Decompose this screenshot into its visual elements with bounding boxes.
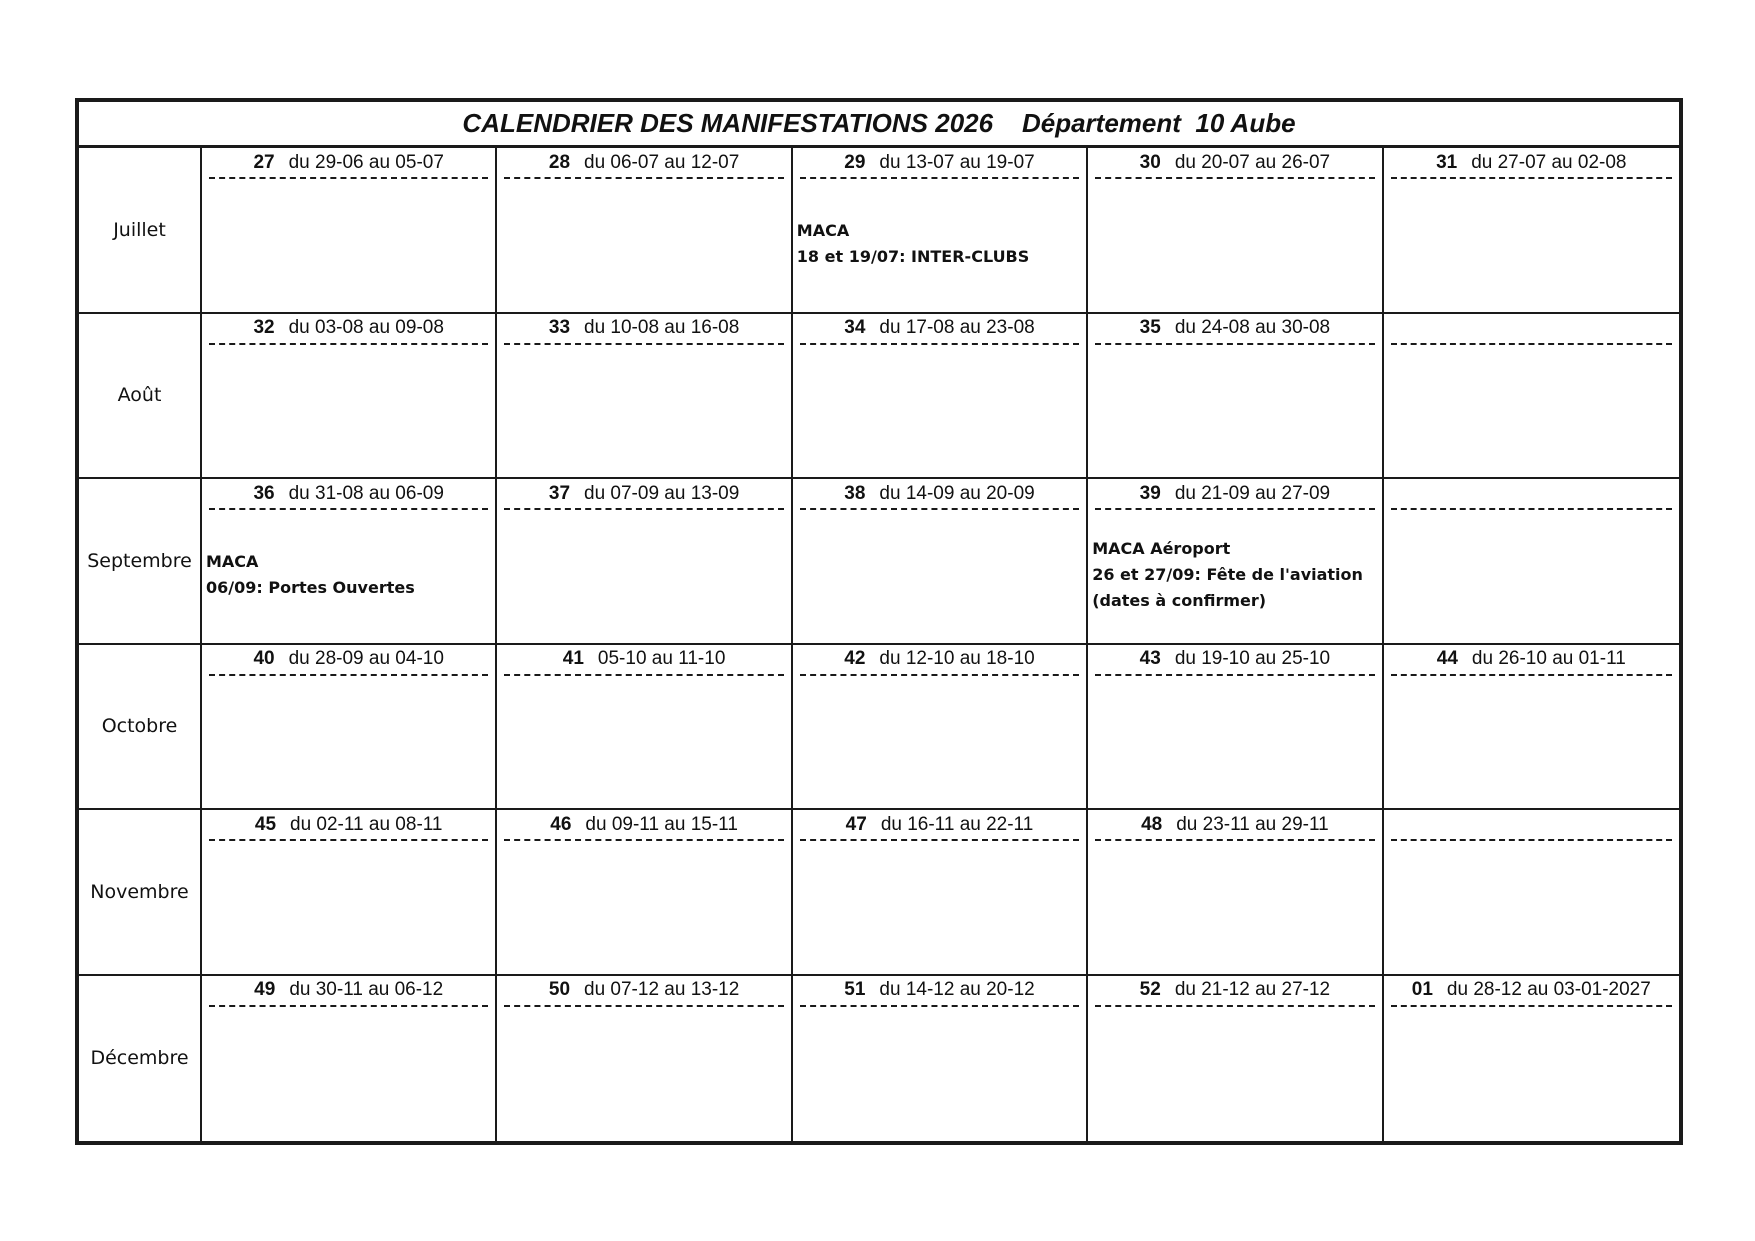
week-cell [202,148,497,314]
calendar-title: CALENDRIER DES MANIFESTATIONS 2026 Département 10 Aube [79,102,1679,148]
week-cell [497,645,792,811]
week-cell [1384,976,1679,1142]
week-cell [1384,479,1679,645]
week-cell [1088,810,1383,976]
week-dates: du 21-09 au 27-09 [1174,482,1331,504]
week-header [1095,976,1374,1007]
month-label: Décembre [79,976,202,1142]
week-cell [1384,810,1679,976]
month-label: Août [79,314,202,480]
week-number: 38 [844,482,866,504]
week-number: 34 [844,317,866,338]
event-note [1092,508,1377,643]
week-cell [497,148,792,314]
week-dates: du 31-08 au 06-09 [288,482,444,504]
week-cell [793,810,1088,976]
week-dates: du 17-08 au 23-08 [879,317,1035,338]
week-dates: du 16-11 au 22-11 [880,813,1034,835]
week-number: 31 [1436,151,1458,173]
week-dates: du 30-11 au 06-12 [289,979,444,1000]
week-dates: du 06-07 au 12-07 [584,151,740,173]
week-cell [1088,314,1383,480]
week-cell [1384,148,1679,314]
week-cell [497,976,792,1142]
week-cell [202,314,497,480]
month-label: Juillet [79,148,202,314]
week-number: 45 [254,813,277,835]
week-cell [1088,148,1383,314]
week-cell [793,148,1088,314]
week-number: 29 [844,151,866,173]
week-number: 28 [548,151,571,173]
week-number: 43 [1139,648,1161,669]
week-header [800,645,1079,676]
week-dates: du 27-07 au 02-08 [1471,151,1627,173]
event-line: (dates à confirmer) [1092,591,1267,611]
week-cell [497,314,792,480]
week-header [800,314,1079,345]
week-header [1095,479,1374,510]
week-header [1391,976,1672,1007]
week-header [1391,479,1672,510]
week-header [209,645,488,676]
week-number: 48 [1141,813,1163,835]
week-number: 49 [254,979,276,1000]
event-line: 26 et 27/09: Fête de l'aviation [1092,565,1363,585]
week-number: 40 [253,648,275,669]
event-note [206,508,491,643]
event-note [797,177,1082,312]
week-number: 50 [548,979,571,1000]
week-number: 33 [548,317,571,338]
week-header [209,810,488,841]
event-line: MACA Aéroport [1092,539,1231,559]
week-dates: du 13-07 au 19-07 [879,151,1035,173]
week-number: 46 [550,813,572,835]
week-header [504,148,783,179]
week-cell [793,479,1088,645]
week-header [1095,314,1374,345]
week-header [209,976,488,1007]
week-number: 30 [1139,151,1161,173]
week-dates: du 09-11 au 15-11 [585,813,738,835]
week-dates: du 28-09 au 04-10 [288,648,444,669]
week-cell [1384,645,1679,811]
week-header [504,479,783,510]
week-header [800,810,1079,841]
week-header [800,976,1079,1007]
week-number: 32 [253,317,275,338]
week-header [209,148,488,179]
week-number: 47 [845,813,867,835]
week-dates: du 10-08 au 16-08 [584,317,740,338]
week-cell [1088,976,1383,1142]
week-cell [1088,479,1383,645]
week-header [1391,810,1672,841]
week-number: 36 [253,482,275,504]
week-dates: du 26-10 au 01-11 [1471,648,1626,669]
week-dates: 05-10 au 11-10 [597,648,726,669]
calendar-table [75,98,1683,1145]
month-label: Septembre [79,479,202,645]
week-header [1391,148,1672,179]
week-dates: du 24-08 au 30-08 [1174,317,1331,338]
week-dates: du 21-12 au 27-12 [1174,979,1331,1000]
month-label: Novembre [79,810,202,976]
week-number: 37 [548,482,571,504]
week-number: 51 [844,979,866,1000]
week-dates: du 14-09 au 20-09 [879,482,1035,504]
week-header [504,645,783,676]
week-header [209,479,488,510]
week-header [504,976,783,1007]
month-label: Octobre [79,645,202,811]
week-cell [202,810,497,976]
week-number: 01 [1411,979,1433,1000]
week-number: 27 [253,151,275,173]
week-header [504,810,783,841]
week-header [800,479,1079,510]
week-header [1095,645,1374,676]
week-cell [202,479,497,645]
week-header [209,314,488,345]
week-header [504,314,783,345]
week-dates: du 29-06 au 05-07 [288,151,444,173]
week-cell [793,976,1088,1142]
week-header [1391,314,1672,345]
event-line: MACA [796,221,850,241]
week-cell [1384,314,1679,480]
week-number: 35 [1139,317,1161,338]
week-number: 41 [562,648,584,669]
week-header [1095,148,1374,179]
week-number: 42 [844,648,866,669]
week-cell [793,645,1088,811]
week-header [800,148,1079,179]
event-line: MACA [206,552,259,572]
week-dates: du 23-11 au 29-11 [1176,813,1329,835]
week-cell [1088,645,1383,811]
week-dates: du 14-12 au 20-12 [879,979,1035,1000]
week-header [1095,810,1374,841]
week-dates: du 20-07 au 26-07 [1174,151,1331,173]
week-dates: du 19-10 au 25-10 [1174,648,1331,669]
week-cell [497,810,792,976]
week-number: 39 [1139,482,1161,504]
week-number: 44 [1436,648,1458,669]
week-dates: du 02-11 au 08-11 [290,813,443,835]
week-cell [202,976,497,1142]
week-number: 52 [1139,979,1161,1000]
week-dates: du 03-08 au 09-08 [288,317,444,338]
week-dates: du 28-12 au 03-01-2027 [1446,979,1651,1000]
week-cell [497,479,792,645]
week-dates: du 07-12 au 13-12 [584,979,740,1000]
week-dates: du 12-10 au 18-10 [879,648,1035,669]
week-header [1391,645,1672,676]
event-line: 06/09: Portes Ouvertes [206,578,415,598]
week-dates: du 07-09 au 13-09 [584,482,740,504]
week-cell [793,314,1088,480]
week-cell [202,645,497,811]
event-line: 18 et 19/07: INTER-CLUBS [796,247,1030,267]
